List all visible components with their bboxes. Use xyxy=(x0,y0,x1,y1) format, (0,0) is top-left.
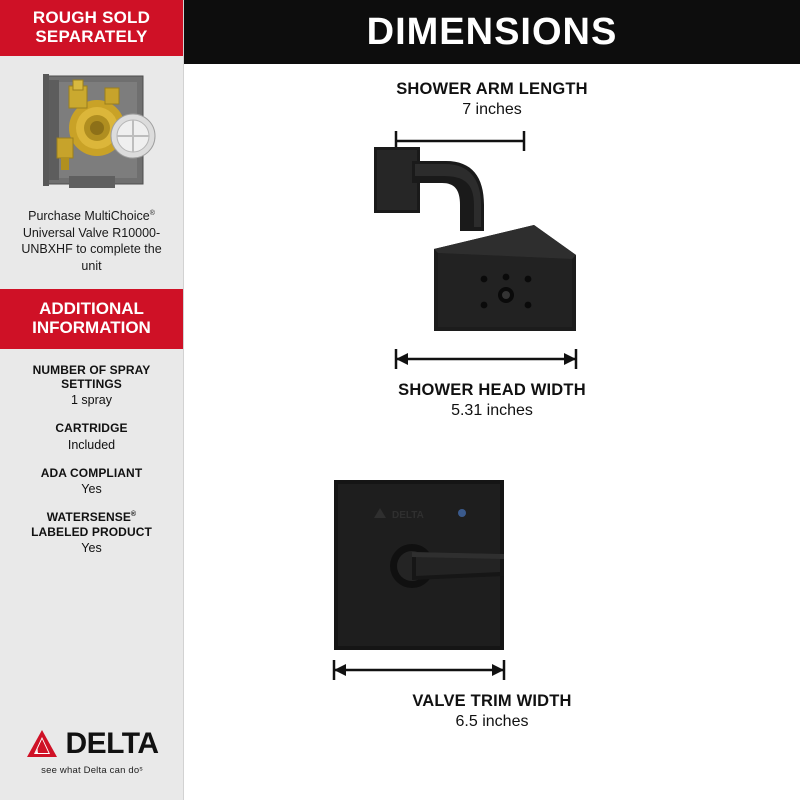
shower-head-width-value: 5.31 inches xyxy=(451,402,533,419)
sidebar xyxy=(0,0,184,800)
shower-arm-length-value: 7 inches xyxy=(462,101,522,118)
rough-valve-caption: Purchase MultiChoice® Universal Valve R10000-UNBXHF to complete the unit xyxy=(21,209,162,273)
spec-item xyxy=(10,466,173,496)
page-title: DIMENSIONS xyxy=(366,10,618,53)
spec-label: CARTRIDGE xyxy=(55,421,128,436)
delta-triangle-icon xyxy=(25,728,59,760)
rough-valve-image xyxy=(0,56,183,204)
spec-item xyxy=(10,421,173,451)
additional-information-band: ADDITIONAL INFORMATION xyxy=(0,289,183,349)
spec-list xyxy=(0,349,183,555)
valve-trim-width-title: VALVE TRIM WIDTH xyxy=(412,692,572,710)
valve-brand-text: DELTA xyxy=(392,510,424,521)
rough-valve-illustration xyxy=(17,66,167,198)
delta-logo xyxy=(0,727,184,776)
delta-tagline: see what Delta can doˢ xyxy=(41,765,143,776)
main-panel xyxy=(184,0,800,800)
spec-item xyxy=(10,510,173,555)
dimensions-header xyxy=(184,0,800,64)
spec-value: Included xyxy=(67,437,116,452)
spec-label: NUMBER OF SPRAY SETTINGS xyxy=(32,362,151,392)
valve-trim-figure xyxy=(184,470,800,700)
spec-label: WATERSENSE® LABELED PRODUCT xyxy=(31,510,152,539)
valve-trim-dimension-block xyxy=(184,470,800,731)
shower-arm-length-label xyxy=(184,80,800,119)
spec-value: 1 spray xyxy=(71,393,112,408)
spec-item xyxy=(10,363,173,408)
spec-label: ADA COMPLIANT xyxy=(40,465,143,480)
spec-value: Yes xyxy=(81,540,102,555)
showerhead-dimension-block xyxy=(184,80,800,420)
rough-sold-separately-band: ROUGH SOLD SEPARATELY xyxy=(0,0,183,56)
valve-trim-width-value: 6.5 inches xyxy=(455,713,529,730)
shower-arm-length-title: SHOWER ARM LENGTH xyxy=(396,80,588,98)
delta-wordmark: DELTA xyxy=(65,727,159,760)
valve-trim-width-label xyxy=(184,692,800,731)
spec-value: Yes xyxy=(81,482,102,497)
shower-head-width-title: SHOWER HEAD WIDTH xyxy=(398,381,586,399)
shower-head-width-label xyxy=(184,381,800,420)
showerhead-figure xyxy=(184,119,800,399)
